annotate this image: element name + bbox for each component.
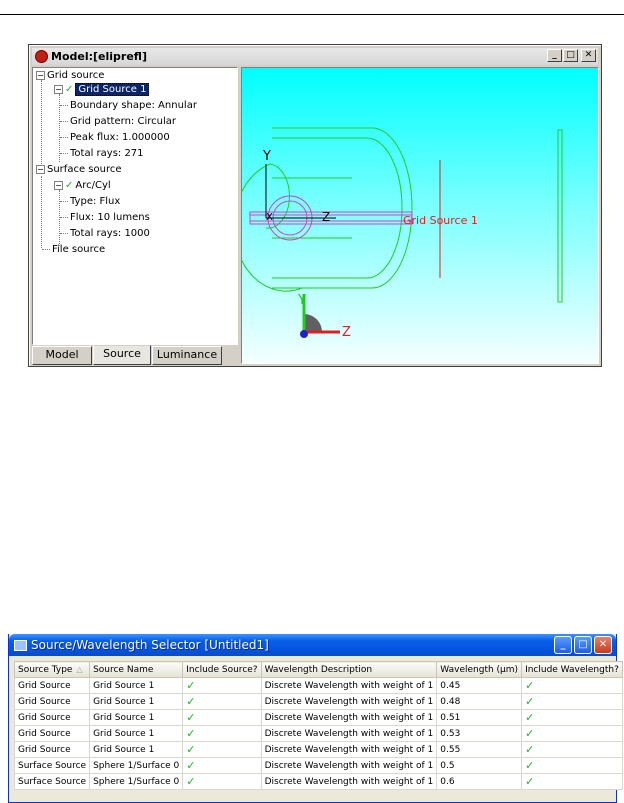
triad-x-dot (300, 330, 308, 338)
wavelength-cell[interactable]: 0.51 (437, 710, 522, 726)
tree-item-label: Total rays: 1000 (70, 228, 150, 239)
axis-z-label: Z (322, 210, 331, 224)
3d-view[interactable] (241, 67, 599, 364)
tree-item-peak-flux[interactable] (60, 131, 170, 145)
collapse-icon[interactable]: − (37, 70, 44, 80)
include-wavelength-checkbox[interactable] (522, 758, 623, 774)
tree-item-label: Grid source (47, 70, 105, 81)
page-top-rule (0, 14, 624, 15)
wavelength-cell[interactable]: 0.55 (437, 742, 522, 758)
check-icon: ✓ (525, 695, 535, 708)
source-type-cell: Grid Source (15, 678, 90, 694)
tab-source[interactable]: Source (93, 345, 151, 365)
tree-item-boundary-shape[interactable] (60, 99, 197, 113)
sort-ascending-icon: △ (76, 664, 83, 674)
check-icon: ✓ (525, 743, 535, 756)
column-header-wavelength-description[interactable]: Wavelength Description (261, 662, 437, 678)
wavelength-description-cell: Discrete Wavelength with weight of 1 (261, 678, 437, 694)
include-source-checkbox[interactable] (183, 774, 261, 790)
collapse-icon[interactable]: − (37, 164, 44, 174)
coordinate-triad (297, 293, 351, 340)
check-icon: ✓ (186, 711, 196, 724)
source-tree (32, 67, 238, 345)
source-wavelength-table (14, 661, 623, 790)
minimize-button[interactable]: _ (554, 636, 572, 654)
include-wavelength-checkbox[interactable] (522, 710, 623, 726)
source-type-cell: Grid Source (15, 694, 90, 710)
source-type-cell: Grid Source (15, 742, 90, 758)
wavelength-description-cell: Discrete Wavelength with weight of 1 (261, 774, 437, 790)
triad-y-label: Y (298, 293, 306, 308)
wavelength-cell[interactable]: 0.5 (437, 758, 522, 774)
tree-item-label: Grid pattern: Circular (70, 116, 176, 127)
check-icon: ✓ (65, 180, 74, 191)
app-icon (35, 50, 48, 63)
tree-item-label: File source (52, 244, 106, 255)
table-row[interactable] (15, 678, 623, 694)
3d-view-canvas[interactable] (242, 68, 599, 364)
tree-item-total-rays[interactable] (60, 147, 144, 161)
tree-item-surface-source[interactable] (36, 163, 121, 177)
source-name-cell: Grid Source 1 (90, 710, 183, 726)
check-icon: ✓ (525, 679, 535, 692)
tree-item-grid-pattern[interactable] (60, 115, 176, 129)
axis-y-label: Y (263, 149, 271, 164)
selector-titlebar[interactable] (9, 634, 616, 656)
model-window (28, 44, 602, 367)
close-button[interactable]: ✕ (581, 49, 596, 62)
check-icon: ✓ (186, 743, 196, 756)
selector-window-title: Source/Wavelength Selector [Untitled1] (31, 638, 269, 652)
source-name-cell: Grid Source 1 (90, 694, 183, 710)
tree-item-total-rays-2[interactable] (60, 227, 150, 241)
include-wavelength-checkbox[interactable] (522, 694, 623, 710)
source-name-cell: Sphere 1/Surface 0 (90, 774, 183, 790)
include-source-checkbox[interactable] (183, 758, 261, 774)
include-wavelength-checkbox[interactable] (522, 774, 623, 790)
model-window-title: Model:[eliprefl] (51, 50, 147, 63)
minimize-button[interactable]: _ (547, 49, 562, 62)
check-icon: ✓ (525, 775, 535, 788)
tree-item-label: Peak flux: 1.000000 (70, 132, 170, 143)
source-name-cell: Grid Source 1 (90, 678, 183, 694)
check-icon: ✓ (65, 84, 74, 95)
reflector-outer (272, 128, 412, 288)
check-icon: ✓ (186, 679, 196, 692)
tree-item-grid-source-1[interactable] (54, 83, 149, 97)
tree-item-flux[interactable] (60, 211, 150, 225)
axis-x-label: X (266, 212, 273, 223)
include-wavelength-checkbox[interactable] (522, 742, 623, 758)
tree-item-label: Type: Flux (70, 196, 121, 207)
tree-item-file-source[interactable] (42, 243, 105, 257)
table-row[interactable] (15, 710, 623, 726)
wavelength-description-cell: Discrete Wavelength with weight of 1 (261, 758, 437, 774)
collapse-icon[interactable]: − (55, 180, 62, 190)
check-icon: ✓ (525, 711, 535, 724)
tree-item-label: Grid Source 1 (75, 83, 149, 96)
table-row[interactable] (15, 742, 623, 758)
check-icon: ✓ (525, 759, 535, 772)
tree-tabs (32, 346, 238, 366)
wavelength-description-cell: Discrete Wavelength with weight of 1 (261, 694, 437, 710)
source-type-cell: Grid Source (15, 710, 90, 726)
tree-item-grid-source[interactable] (36, 69, 104, 83)
tree-item-label: Total rays: 271 (70, 148, 144, 159)
include-source-checkbox[interactable] (183, 742, 261, 758)
table-row[interactable] (15, 758, 623, 774)
source-type-cell: Surface Source (15, 758, 90, 774)
include-source-checkbox[interactable] (183, 726, 261, 742)
column-header-source-name[interactable]: Source Name (90, 662, 183, 678)
reflector-outer-2 (272, 138, 402, 278)
table-header-row (15, 662, 623, 678)
check-icon: ✓ (186, 759, 196, 772)
detector-plane (558, 130, 562, 302)
triad-quadrant (304, 314, 322, 332)
column-header-wavelength[interactable]: Wavelength (µm) (437, 662, 522, 678)
include-wavelength-checkbox[interactable] (522, 726, 623, 742)
include-source-checkbox[interactable] (183, 710, 261, 726)
column-header-include-wavelength[interactable]: Include Wavelength? (522, 662, 623, 678)
source-type-cell: Surface Source (15, 774, 90, 790)
check-icon: ✓ (186, 695, 196, 708)
wavelength-cell[interactable]: 0.45 (437, 678, 522, 694)
wavelength-cell[interactable]: 0.6 (437, 774, 522, 790)
collapse-icon[interactable]: − (55, 84, 62, 94)
column-header-include-source[interactable]: Include Source? (183, 662, 261, 678)
source-name-cell: Grid Source 1 (90, 726, 183, 742)
tree-item-label: Surface source (47, 164, 122, 175)
table-row[interactable] (15, 694, 623, 710)
window-icon (14, 640, 27, 651)
maximize-button[interactable]: □ (574, 636, 592, 654)
include-wavelength-checkbox[interactable] (522, 678, 623, 694)
maximize-button[interactable]: □ (563, 49, 578, 62)
check-icon: ✓ (186, 727, 196, 740)
close-button[interactable]: ✕ (594, 636, 612, 654)
triad-z-label: Z (342, 325, 351, 340)
wavelength-description-cell: Discrete Wavelength with weight of 1 (261, 742, 437, 758)
wavelength-cell[interactable]: 0.48 (437, 694, 522, 710)
include-source-checkbox[interactable] (183, 678, 261, 694)
source-wavelength-selector-window (8, 634, 617, 803)
tree-item-label: Flux: 10 lumens (70, 212, 150, 223)
tree-item-arc-cyl[interactable] (54, 179, 111, 193)
wavelength-description-cell: Discrete Wavelength with weight of 1 (261, 710, 437, 726)
source-type-cell: Grid Source (15, 726, 90, 742)
column-header-source-type[interactable]: Source Type △ (15, 662, 90, 678)
check-icon: ✓ (186, 775, 196, 788)
wavelength-cell[interactable]: 0.53 (437, 726, 522, 742)
tree-item-label: Arc/Cyl (75, 180, 111, 191)
check-icon: ✓ (525, 727, 535, 740)
include-source-checkbox[interactable] (183, 694, 261, 710)
table-row[interactable] (15, 726, 623, 742)
tree-item-label: Boundary shape: Annular (70, 100, 197, 111)
tree-item-type[interactable] (60, 195, 120, 209)
source-label: Grid Source 1 (403, 214, 478, 227)
wavelength-description-cell: Discrete Wavelength with weight of 1 (261, 726, 437, 742)
table-row[interactable] (15, 774, 623, 790)
source-name-cell: Grid Source 1 (90, 742, 183, 758)
tab-model[interactable]: Model (32, 346, 92, 365)
source-name-cell: Sphere 1/Surface 0 (90, 758, 183, 774)
tab-luminance[interactable]: Luminance (152, 346, 222, 365)
model-window-titlebar[interactable] (32, 48, 598, 65)
